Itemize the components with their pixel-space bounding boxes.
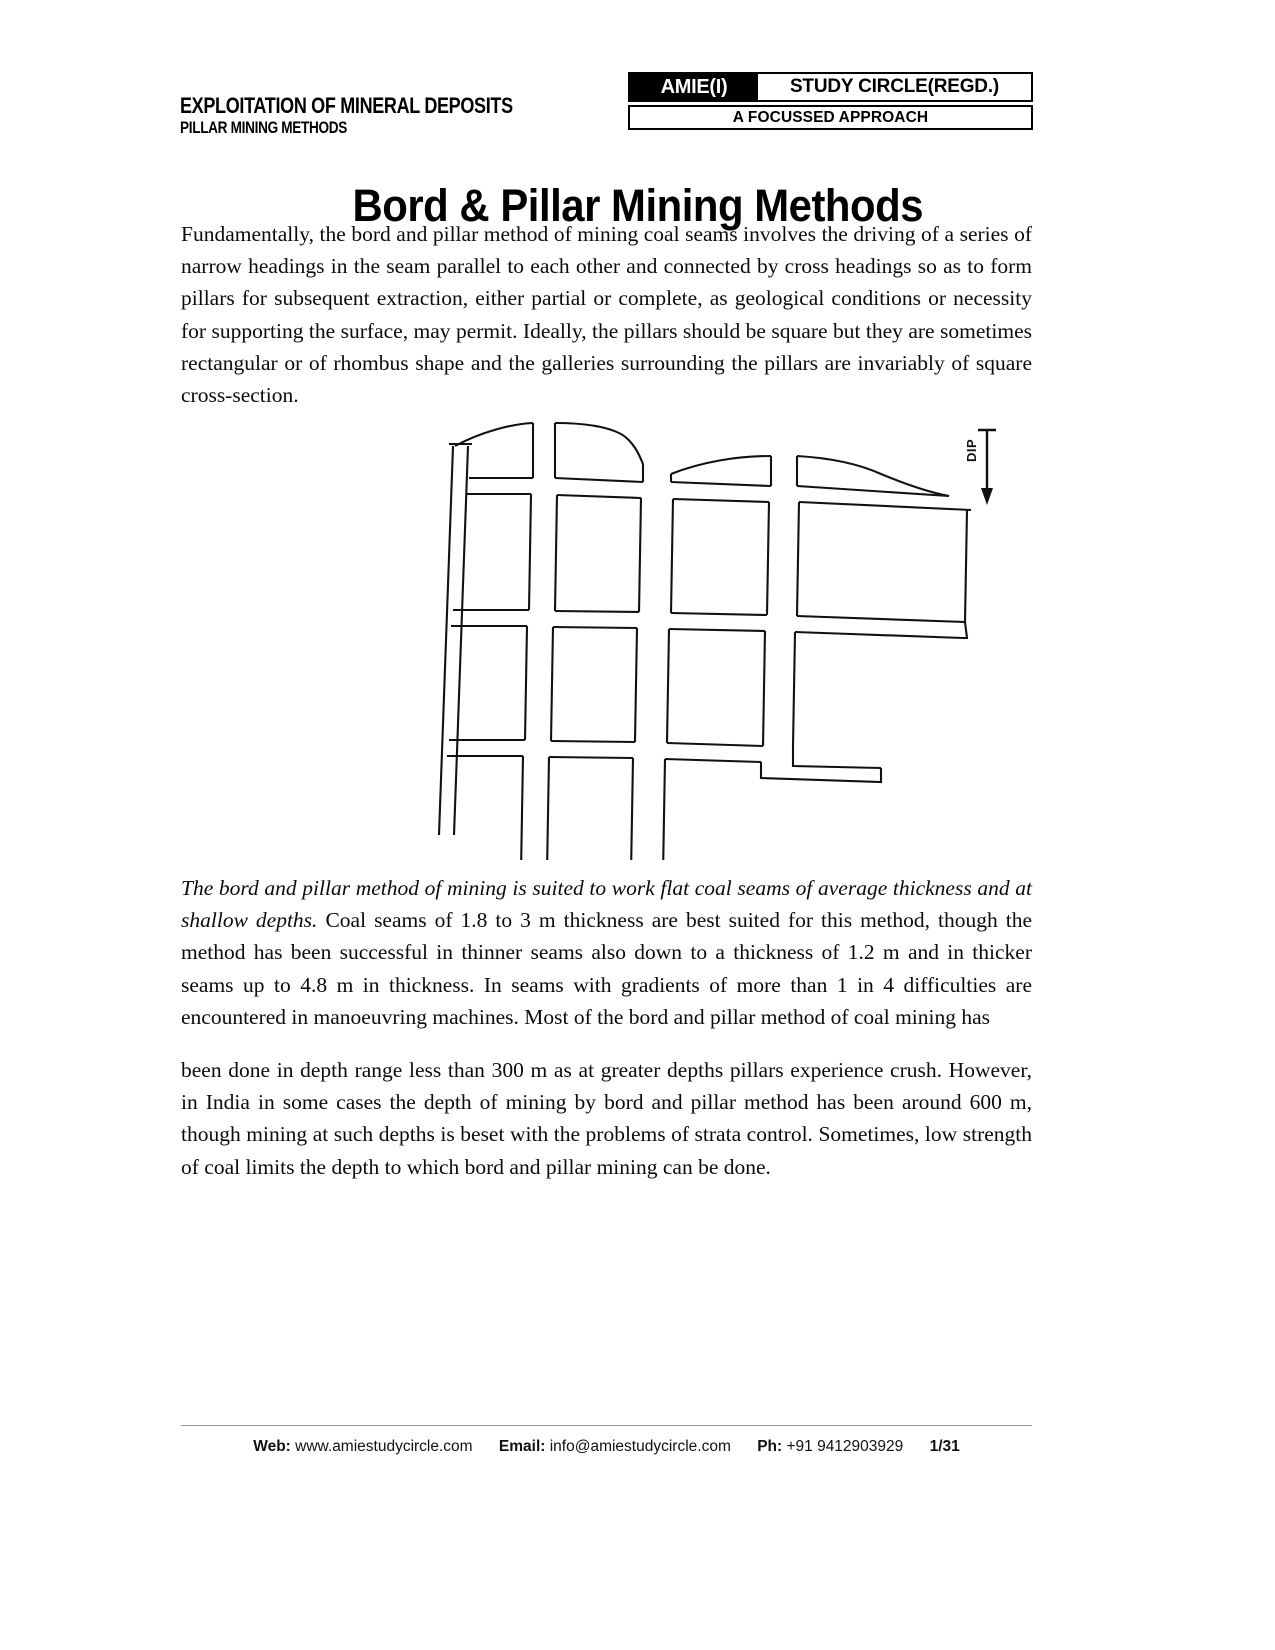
face-arc-3 [671,456,771,474]
rib-v2-r1-a [639,498,641,612]
footer-web-value[interactable]: www.amiestudycircle.com [295,1438,473,1455]
paragraph-suitability-emphasis: The bord and pillar method of mining is suited to work flat coal seams of average thickness and at shallow depths. [181,876,1032,933]
paragraph-depth-range: been done in depth range less than 300 m as at greater depths pillars experience crush. However, in India in some cases the depth of mining by bord and pillar method has been around 600 m, though mining at such depths is beset with the problems of strata control. Sometimes, low strength of coal limits the depth to which bord and pillar mining can be done. [181,1058,1032,1179]
paragraph-suitability [181,872,1032,1033]
gallery-h2b-seg2 [553,627,637,628]
gallery-h1b-seg2 [557,495,641,498]
gallery-h3b-seg3 [665,759,761,762]
brand-tagline: A FOCUSSED APPROACH [628,105,1033,130]
gallery-outlines [439,423,996,860]
gallery-h2-seg2 [555,611,639,612]
rib-v1-r3-b [547,757,549,860]
gallery-h1-seg2 [555,478,643,482]
footer-web [253,1438,472,1455]
course-title-secondary: PILLAR MINING METHODS [180,118,348,137]
rib-v2-r2-a [635,628,637,742]
rib-v3-r2-b [793,632,795,747]
footer-contact-line [181,1438,1032,1456]
page-footer [181,1425,1032,1456]
body-section-intro [181,218,1032,411]
paragraph-suitability-rest: Coal seams of 1.8 to 3 m thickness are best suited for this method, though the method has been successful in thinner seams also down to a thickness of 1.2 m and in thicker seams up to 4.8 m in thickness. In seams with gradients of more than 1 in 4 difficulties are encountered in manoeuvring machines. Most of the bord and pillar method of coal mining has [181,908,1032,1029]
footer-phone-label: Ph: [757,1438,783,1455]
rib-v2-r3-a [631,758,633,860]
dip-arrow-head [981,488,993,505]
paragraph-intro: Fundamentally, the bord and pillar method of mining coal seams involves the driving of a series of narrow headings in the seam parallel to each other and connected by cross headings so as to form pillars for subsequent extraction, either partial or complete, as geological conditions or necessity for supporting the surface, may permit. Ideally, the pillars should be square but they are sometimes rectangular or of rhombus shape and the galleries surrounding the pillars are invariably of square cross-section. [181,222,1032,408]
footer-page-number: 1/31 [929,1438,960,1455]
course-heading [180,94,610,138]
gallery-h1-seg3 [671,482,771,486]
brand-name-study-circle: STUDY CIRCLE(REGD.) [789,76,1000,97]
left-rib-outer [439,446,453,835]
rib-v2-r1-b [671,499,673,613]
rib-v3-r1-a [767,502,769,615]
page-header [180,72,1035,144]
mine-plan-drawing [181,410,1032,860]
footer-email-value[interactable]: info@amiestudycircle.com [549,1438,731,1455]
face-arc-1 [455,423,533,446]
dip-label: DIP [964,438,979,462]
gallery-h3b-seg2 [549,757,633,758]
brand-badge-amie: AMIE(I) [630,74,758,100]
page-title-text: Bord & Pillar Mining Methods [352,180,923,232]
body-section-details [181,872,1032,1183]
gallery-h2-endcap [963,622,967,638]
gallery-h3-seg3 [667,743,763,746]
rib-v2-r3-b [663,759,665,860]
footer-phone-value: +91 9412903929 [786,1438,904,1455]
gallery-h1b-seg4 [799,502,971,510]
rib-v2-r2-b [667,629,669,743]
gallery-h2b-seg4 [795,632,963,638]
footer-phone [757,1438,903,1455]
figure-bord-and-pillar-layout [181,410,1032,860]
face-arc-2 [555,423,643,464]
footer-email-label: Email: [498,1438,546,1455]
footer-divider [181,1425,1032,1426]
gallery-h2-seg3 [671,613,767,615]
brand-logo [628,72,1033,130]
gallery-h2-seg4 [797,616,965,622]
rib-v3-r2-a [763,631,765,746]
rib-v1-r3-a [521,756,523,860]
gallery-h1b-seg3 [673,499,769,502]
gallery-stub-right-1 [761,762,881,782]
brand-logo-top-row [628,72,1033,102]
gallery-stub-right-1-top [793,747,881,768]
rib-v1-r1-b [555,495,557,611]
rib-v1-r2-a [525,626,527,740]
footer-email [499,1438,731,1455]
gallery-h2b-seg3 [669,629,765,631]
course-title-primary: EXPLOITATION OF MINERAL DEPOSITS [180,93,513,118]
left-rib-inner [454,446,468,835]
footer-web-label: Web: [253,1438,291,1455]
rib-v3-r1-b [797,502,799,616]
rib-v1-r2-b [551,627,553,741]
rib-v1-r1-a [529,494,531,610]
gallery-h3-seg2 [551,741,635,742]
rib-v4-r1-a [965,510,967,622]
